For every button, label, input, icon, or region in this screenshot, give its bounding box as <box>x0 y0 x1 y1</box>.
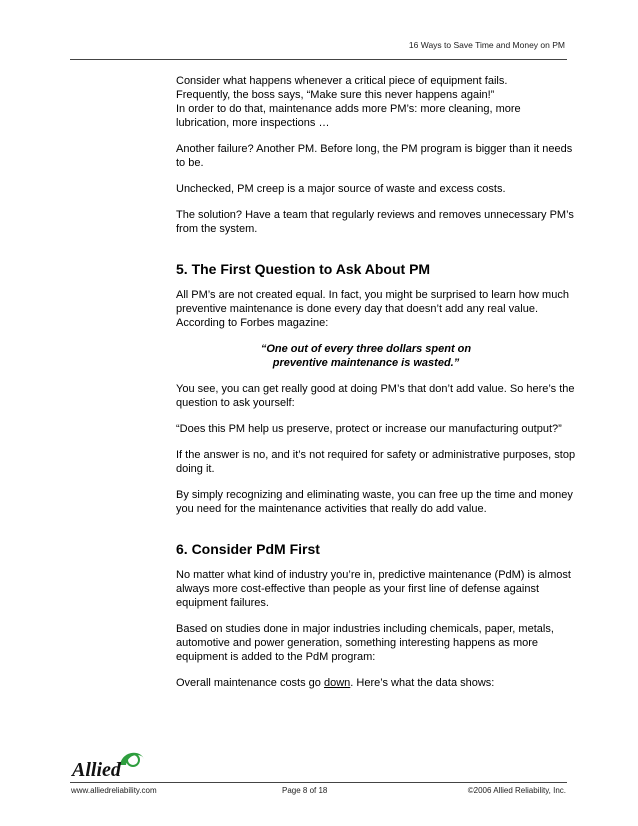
p3-before: Overall maintenance costs go <box>176 677 324 689</box>
header-rule <box>70 59 567 60</box>
intro-paragraph-2: Another failure? Another PM. Before long, the PM program is bigger than it needs to be. <box>176 143 573 169</box>
intro-line-3: In order to do that, maintenance adds more PM’s: more cleaning, more lubrication, more inspections … <box>176 103 521 129</box>
footer-rule <box>70 782 567 783</box>
section-5-paragraph-3: “Does this PM help us preserve, protect or increase our manufacturing output?” <box>176 423 562 435</box>
allied-logo <box>70 745 150 780</box>
footer-page-number: Page 8 of 18 <box>282 786 328 795</box>
quote-line-2: preventive maintenance is wasted.” <box>272 357 460 369</box>
quote-line-1: “One out of every three dollars spent on <box>260 343 472 355</box>
section-5-paragraph-2: You see, you can get really good at doing PM’s that don’t add value. So here’s the question to ask yourself: <box>176 383 575 409</box>
section-6-paragraph-2: Based on studies done in major industries including chemicals, paper, metals, automotive and power generation, something interesting happens as more equipment is added to the PdM program: <box>176 623 554 663</box>
section-6-heading: 6. Consider PdM First <box>176 541 320 557</box>
section-5-heading: 5. The First Question to Ask About PM <box>176 261 431 277</box>
emphasis-down: down <box>323 677 351 689</box>
footer-copyright: ©2006 Allied Reliability, Inc. <box>467 786 566 795</box>
section-5-paragraph-4: If the answer is no, and it’s not required for safety or administrative purposes, stop doing it. <box>176 449 576 475</box>
intro-line-1: Consider what happens whenever a critical piece of equipment fails. <box>176 75 508 87</box>
forbes-quote <box>176 342 576 370</box>
intro-line-2: Frequently, the boss says, “Make sure this never happens again!” <box>176 89 495 101</box>
footer-website-link[interactable]: www.alliedreliability.com <box>71 786 157 795</box>
section-6-paragraph-1: No matter what kind of industry you’re in, predictive maintenance (PdM) is almost always more cost-effective than people as your first line of defense against equipment failures. <box>176 569 571 609</box>
intro-paragraph-1 <box>176 74 576 130</box>
section-6-paragraph-3 <box>176 676 576 690</box>
section-5-paragraph-5: By simply recognizing and eliminating waste, you can free up the time and money you need for the maintenance activities that really do add value. <box>176 489 573 515</box>
section-5-paragraph-1: All PM’s are not created equal. In fact, you might be surprised to learn how much preventive maintenance is done every day that doesn’t add any real value. According to Forbes magazine: <box>176 289 569 329</box>
logo-text: Allied <box>72 759 121 780</box>
intro-paragraph-3: Unchecked, PM creep is a major source of waste and excess costs. <box>176 183 506 195</box>
p3-after: . Here’s what the data shows: <box>350 677 495 689</box>
running-header: 16 Ways to Save Time and Money on PM <box>408 40 565 50</box>
page-content <box>176 74 576 702</box>
intro-paragraph-4: The solution? Have a team that regularly reviews and removes unnecessary PM’s from the system. <box>176 209 574 235</box>
